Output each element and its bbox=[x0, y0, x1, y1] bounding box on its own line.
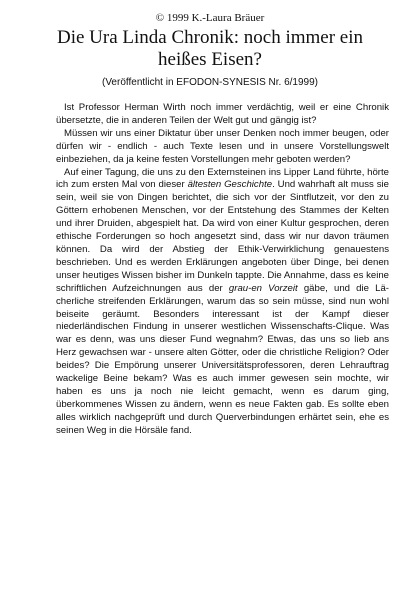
emphasis-aeltesten-geschichte: ältesten Geschichte bbox=[187, 179, 273, 191]
copyright-line: © 1999 K.-Laura Bräuer bbox=[155, 12, 265, 24]
article-body bbox=[56, 102, 389, 438]
article-title: Die Ura Linda Chronik: noch immer ein heißes Eisen? bbox=[56, 27, 364, 70]
paragraph-3-text-c: gäbe, und die Lä-cherliche streifenden Erklärungen, warum das so sein müsse, sind nun wohl beiseite geräumt. Besonders interessant ist der Kampf dieser niederländischen Findung in unserer westlichen Wissenschafts-Clique. Was war es denn, was uns dieser Fund wegnahm? Etwas, das uns so lieb ans Herz gewachsen war - unsere alten Götter, oder die christliche Religion? Oder beides? Die Empörung unserer Universitätsprofessoren, deren Lehrauftrag wackelige Beine bekam? Was es auch immer gewesen sein mochte, wir haben es uns ja noch nie leicht gemacht, wenn es darum ging, überkommenes Wissen zu ändern, wenn es neue Fakten gab. Es sollte eben alles wirklich nachgeprüft und durch Querverbindungen erhärtet sein, ehe es seinen Weg in die Hörsäle fand. bbox=[56, 282, 389, 436]
paragraph-1: Ist Professor Herman Wirth noch immer verdächtig, weil er eine Chronik übersetzte, die in anderen Teilen der Welt gut und gängig ist? bbox=[56, 102, 389, 126]
paragraph-3-text-b: . Und wahrhaft alt muss sie sein, weil sie von Dingen berichtet, die sich vor der Sintflutzeit, vor den zu Göttern erhobenen Menschen, vor der Entstehung des Stammes der Kelten und ihrer Druiden, abgespielt hat. Da wird von einer Kultur gesprochen, deren ethische Forderungen so hoch angesetzt sind, dass wir nur davon träumen können. Da wird der Abstieg der Ethik-Verwirklichung genauestens beschrieben. Und es werden Erklärungen angeboten über Dinge, bei denen unser heutiges Wissen bisher im Dunkeln tappte. Die Annahme, dass es keine schriftlichen Aufzeichnungen aus der bbox=[56, 179, 389, 294]
publication-note: (Veröffentlicht in EFODON-SYNESIS Nr. 6/1999) bbox=[101, 77, 318, 88]
emphasis-grauen-vorzeit: grau-en Vorzeit bbox=[228, 282, 298, 294]
paragraph-3-text-a: Auf einer Tagung, die uns zu den Externsteinen ins Lipper Land führte, hörte ich zum ersten Mal von dieser bbox=[56, 166, 389, 191]
paragraph-2: Müssen wir uns einer Diktatur über unser Denken noch immer beugen, oder dürfen wir - endlich - auch Texte lesen und in unsere Vorstellungswelt einbeziehen, da ja keine festen Vorstellungen mehr geboten werden? bbox=[56, 127, 389, 165]
paragraph-3 bbox=[56, 167, 389, 438]
